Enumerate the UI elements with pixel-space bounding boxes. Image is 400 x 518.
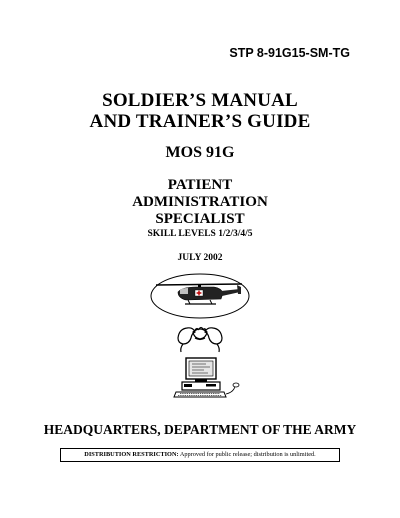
helicopter-hands-computer-emblem-icon bbox=[148, 272, 252, 404]
helicopter-icon bbox=[156, 284, 242, 304]
specialty-line-3: SPECIALIST bbox=[155, 211, 245, 227]
mos-code: MOS 91G bbox=[165, 144, 235, 161]
title-line-2: AND TRAINER’S GUIDE bbox=[89, 111, 311, 132]
restriction-label: DISTRIBUTION RESTRICTION: bbox=[84, 451, 179, 458]
computer-icon bbox=[174, 358, 239, 397]
publication-date: JULY 2002 bbox=[177, 253, 223, 263]
document-number: STP 8-91G15-SM-TG bbox=[229, 46, 350, 60]
restriction-text: Approved for public release; distribution is unlimited. bbox=[179, 451, 316, 458]
clasped-hands-icon bbox=[178, 328, 222, 353]
specialty-line-2: ADMINISTRATION bbox=[132, 194, 268, 210]
headquarters-line: HEADQUARTERS, DEPARTMENT OF THE ARMY bbox=[43, 422, 357, 437]
distribution-restriction-box bbox=[60, 448, 340, 462]
specialty-line-1: PATIENT bbox=[167, 177, 233, 193]
title-line-1: SOLDIER’S MANUAL bbox=[102, 90, 298, 111]
skill-levels: SKILL LEVELS 1/2/3/4/5 bbox=[147, 229, 253, 239]
